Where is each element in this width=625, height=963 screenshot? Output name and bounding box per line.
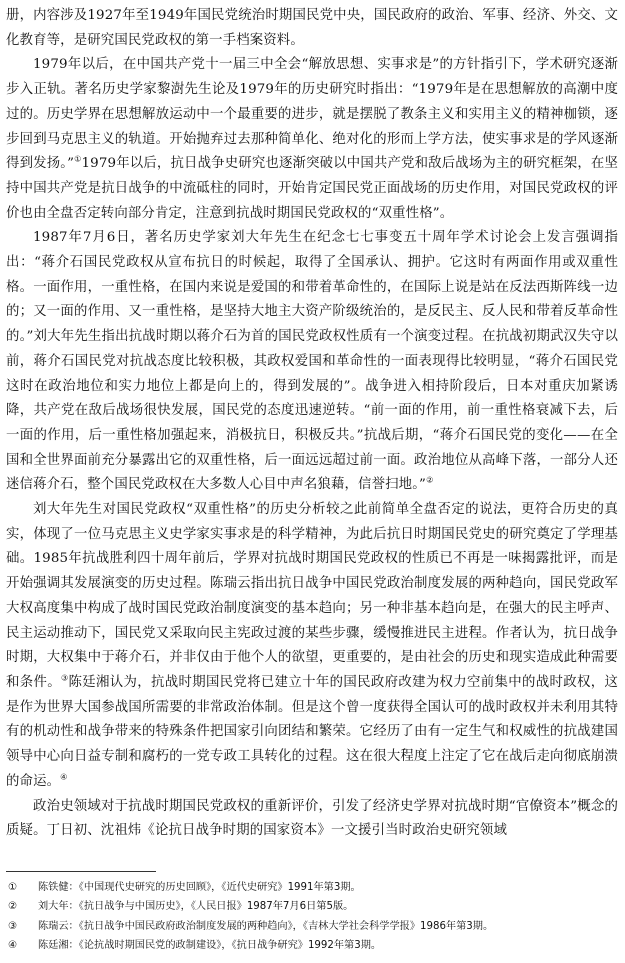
paragraph-2-text-cont: 1979年以后，抗日战争史研究也逐渐突破以中国共产党和敌后战场为主的研究框架，在坚持中国共产党是抗日战争的中流砥柱的同时，开始肯定国民党正面战场的历史作用，对国民党政权的评价也由全盘否定转向部分肯定，注意到抗战时期国民党政权的“双重性格”。: [6, 156, 619, 221]
paragraph-5: [6, 795, 618, 844]
footnote-text: 陈廷湘：《论抗战时期国民党的政制建设》，《抗日战争研究》1992年第3期。: [38, 939, 382, 951]
footnote-number: ④: [8, 939, 18, 951]
footnote-ref-3[interactable]: ③: [60, 673, 69, 683]
footnote-ref-2[interactable]: ②: [426, 475, 434, 485]
footnote-number: ③: [8, 920, 18, 932]
footnote-number: ①: [8, 882, 18, 893]
paragraph-4: [6, 498, 618, 794]
paragraph-2: [6, 53, 618, 226]
paragraph-2-text: 1979年以后，在中国共产党十一届三中全会“解放思想、实事求是”的方针指引下，学术研究逐渐步入正轨。著名历史学家黎澍先生论及1979年的历史研究时指出：“1979年是在思想解放的高潮中度过的。历史学界在思想解放运动中一个最重要的进步，就是摆脱了教条主义和实用主义的精神枷锁，逐步回到马克思主义的轨道。开始抛弃过去那种简单化、绝对化的形而上学方法，使实事求是的学风逐渐得到发扬。”: [6, 57, 618, 172]
footnote-text: 刘大年：《抗日战争与中国历史》，《人民日报》1987年7月6日第5版。: [38, 901, 354, 913]
paragraph-3-text: 1987年7月6日，著名历史学家刘大年先生在纪念七七事变五十周年学术讨论会上发言强调指出：“蒋介石国民党政权从宣布抗日的时候起，取得了全国承认、拥护。它这时有两面作用或双重性格。一面作用，一重性格，在国内来说是爱国的和带着革命性的，在国际上说是站在反法西斯阵线一边的；又一面的作用、又一重性格，是坚持大地主大资产阶级统治的，是反民主、反人民和带着反革命性的。”刘大年先生指出抗战时期以蒋介石为首的国民党政权性质有一个演变过程。在抗战初期武汉失守以前，蒋介石国民党对抗战态度比较积极，其政权爱国和革命性的一面表现得比较明显，“蒋介石国民党这时在政治地位和实力地位上都是向上的，得到发展的”。战争进入相持阶段后，日本对重庆加紧诱降，共产党在敌后战场很快发展，国民党的态度迅速逆转。“前一面的作用，前一重性格衰减下去，后一面的作用，后一重性格加强起来，消极抗日，积极反共。”抗战后期，“蒋介石国民党的变化——在全国和全世界面前充分暴露出它的双重性格，后一面远远超过前一面。政治地位从高峰下落，一部分人还迷信蒋介石，整个国民党政权在大多数人心目中声名狼藉，信誉扫地。”: [6, 230, 618, 493]
footnote-4: [8, 936, 618, 955]
footnote-3: [8, 917, 618, 936]
footnote-1: [8, 878, 618, 897]
paragraph-5-text: 政治史领域对于抗战时期国民党政权的重新评价，引发了经济史学界对抗战时期“官僚资本”概念的质疑。丁日初、沈祖炜《论抗日战争时期的国家资本》一文援引当时政治史研究领域: [6, 798, 618, 839]
paragraph-4-text: 刘大年先生对国民党政权“双重性格”的历史分析较之此前简单全盘否定的说法，更符合历史的真实，体现了一位马克思主义史学家实事求是的科学精神，为此后抗日时期国民党史的研究奠定了学理基础。1985年抗战胜利四十周年前后，学界对抗战时期国民党政权的性质已不再是一味揭露批评，而是开始强调其发展演变的历史过程。陈瑞云指出抗日战争中国民党政治制度发展的两种趋向，国民党政军大权高度集中构成了战时国民党政治制度演变的基本趋向；另一种非基本趋向是，在强大的民主呼声、民主运动推动下，国民党又采取向民主宪政过渡的某些步骤，缓慢推进民主进程。作者认为，抗日战争时期，大权集中于蒋介石，并非仅由于他个人的欲望，更重要的，是由社会的历史和现实造成此种需要和条件。: [6, 502, 618, 690]
paragraph-4-text-cont: 陈廷湘认为，抗战时期国民党将已建立十年的国民政府改建为权力空前集中的战时政权，这是作为世界大国参战国所需要的非常政治体制。但是这个曾一度获得全国认可的战时政权并未利用其特有的机动性和战争带来的特殊条件把国家引向团结和繁荣。它经历了由有一定生气和权威性的抗战建国领导中心向日益专制和腐朽的一党专政工具转化的过程。这在很大程度上注定了它在战后走向彻底崩溃的命运。: [6, 674, 619, 789]
footnote-text: 陈铁健：《中国现代史研究的历史回顾》，《近代史研究》1991年第3期。: [38, 882, 361, 893]
footnotes: [8, 878, 618, 955]
paragraph-1-text: 册，内容涉及1927年至1949年国民党统治时期国民党中央，国民政府的政治、军事、经济、外交、文化教育等，是研究国民党政权的第一手档案资料。: [6, 8, 618, 48]
footnote-number: ②: [8, 901, 18, 913]
footnote-ref-1[interactable]: ①: [74, 154, 82, 164]
footnote-2: [8, 897, 618, 916]
footnote-ref-4[interactable]: ④: [60, 772, 68, 782]
paragraph-1: [6, 4, 618, 53]
paragraph-3: [6, 226, 618, 498]
page-body: [6, 4, 618, 844]
footnote-text: 陈瑞云：《抗日战争中国民政府政治制度发展的两种趋向》，《吉林大学社会科学学报》1986年第3期。: [38, 920, 494, 932]
footnote-divider: [6, 871, 156, 872]
